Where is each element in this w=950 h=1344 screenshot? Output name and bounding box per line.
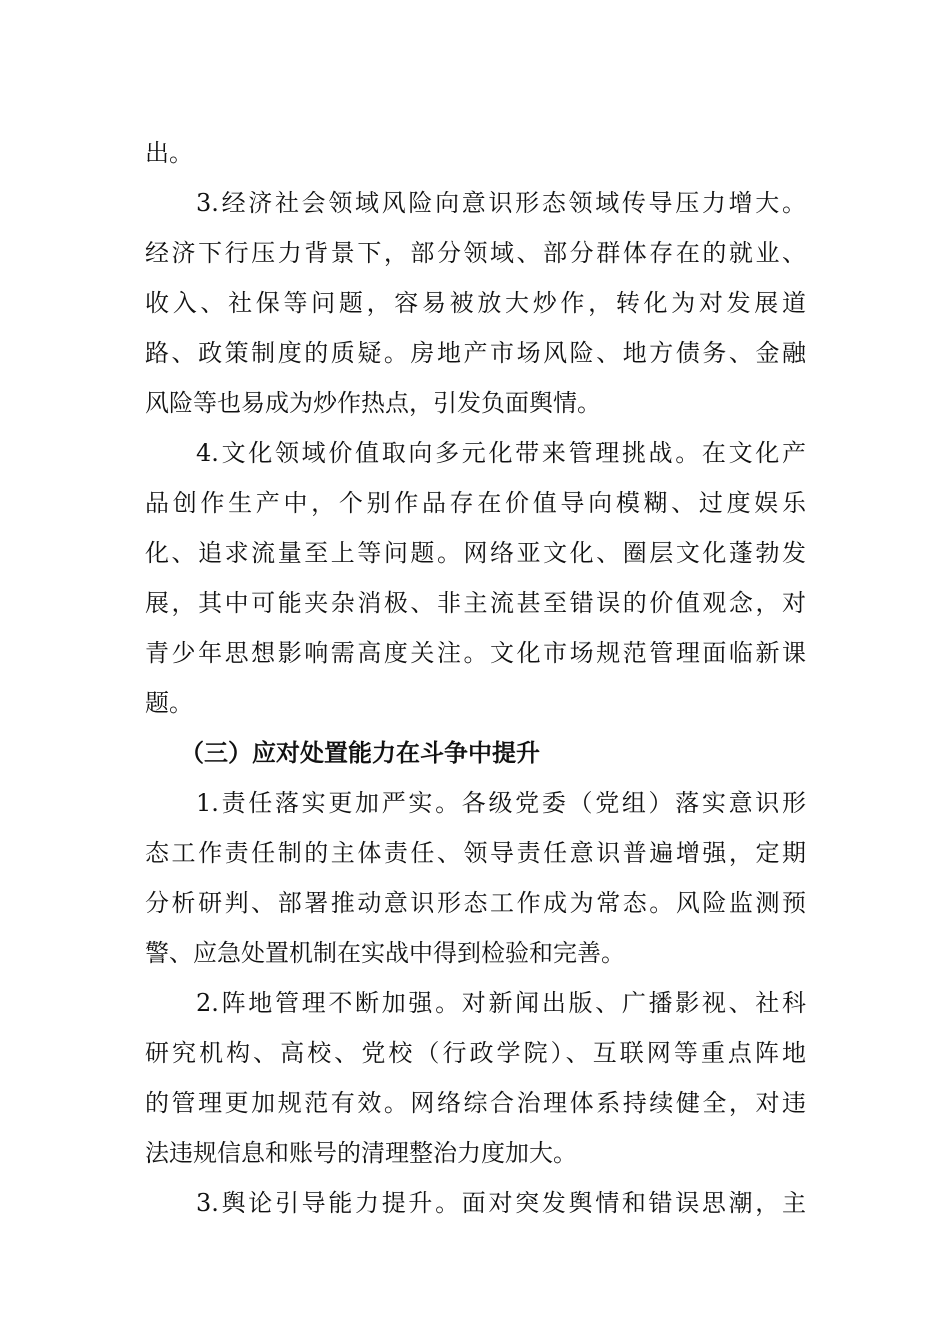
text-line-content: 2.阵地管理不断加强。对新闻出版、广播影视、社科 — [196, 989, 806, 1017]
text-line — [0, 588, 950, 638]
text-line-content: 风险等也易成为炒作热点，引发负面舆情。 — [145, 389, 601, 417]
text-line-content: 态工作责任制的主体责任、领导责任意识普遍增强，定期 — [145, 839, 806, 867]
text-line — [0, 1138, 950, 1188]
paragraph-first-line — [0, 188, 950, 238]
text-line-content: 经济下行压力背景下，部分领域、部分群体存在的就业、 — [145, 239, 806, 267]
text-line-content: 的管理更加规范有效。网络综合治理体系持续健全，对违 — [145, 1089, 806, 1117]
text-line-content: 出。 — [145, 139, 193, 167]
text-line — [0, 388, 950, 438]
section-heading — [0, 738, 950, 788]
text-line-content: 收入、社保等问题，容易被放大炒作，转化为对发展道 — [145, 289, 806, 317]
text-line-content: 路、政策制度的质疑。房地产市场风险、地方债务、金融 — [145, 339, 806, 367]
section-heading-text: （三）应对处置能力在斗争中提升 — [180, 739, 540, 767]
text-line-content: 品创作生产中，个别作品存在价值导向模糊、过度娱乐 — [145, 489, 806, 517]
text-line-content: 化、追求流量至上等问题。网络亚文化、圈层文化蓬勃发 — [145, 539, 806, 567]
text-line-content: 1.责任落实更加严实。各级党委（党组）落实意识形 — [196, 789, 806, 817]
text-line — [0, 488, 950, 538]
text-line-content: 题。 — [145, 689, 193, 717]
text-line — [0, 1038, 950, 1088]
text-line — [0, 138, 950, 188]
text-line-content: 研究机构、高校、党校（行政学院）、互联网等重点阵地 — [145, 1039, 806, 1067]
text-line — [0, 688, 950, 738]
text-line — [0, 1088, 950, 1138]
text-line-content: 展，其中可能夹杂消极、非主流甚至错误的价值观念，对 — [145, 589, 806, 617]
text-line — [0, 338, 950, 388]
text-line-content: 青少年思想影响需高度关注。文化市场规范管理面临新课 — [145, 639, 806, 667]
text-line — [0, 938, 950, 988]
text-line-content: 3.经济社会领域风险向意识形态领域传导压力增大。 — [196, 189, 806, 217]
text-line — [0, 238, 950, 288]
text-line-content: 4.文化领域价值取向多元化带来管理挑战。在文化产 — [196, 439, 806, 467]
text-line — [0, 538, 950, 588]
text-line-content: 分析研判、部署推动意识形态工作成为常态。风险监测预 — [145, 889, 806, 917]
text-line-content: 3.舆论引导能力提升。面对突发舆情和错误思潮，主 — [196, 1189, 806, 1217]
paragraph-first-line — [0, 788, 950, 838]
text-line-content: 警、应急处置机制在实战中得到检验和完善。 — [145, 939, 625, 967]
text-line — [0, 838, 950, 888]
text-line — [0, 888, 950, 938]
text-line — [0, 288, 950, 338]
paragraph-first-line — [0, 438, 950, 488]
paragraph-first-line — [0, 988, 950, 1038]
text-line-content: 法违规信息和账号的清理整治力度加大。 — [145, 1139, 577, 1167]
text-line — [0, 638, 950, 688]
paragraph-first-line — [0, 1188, 950, 1238]
